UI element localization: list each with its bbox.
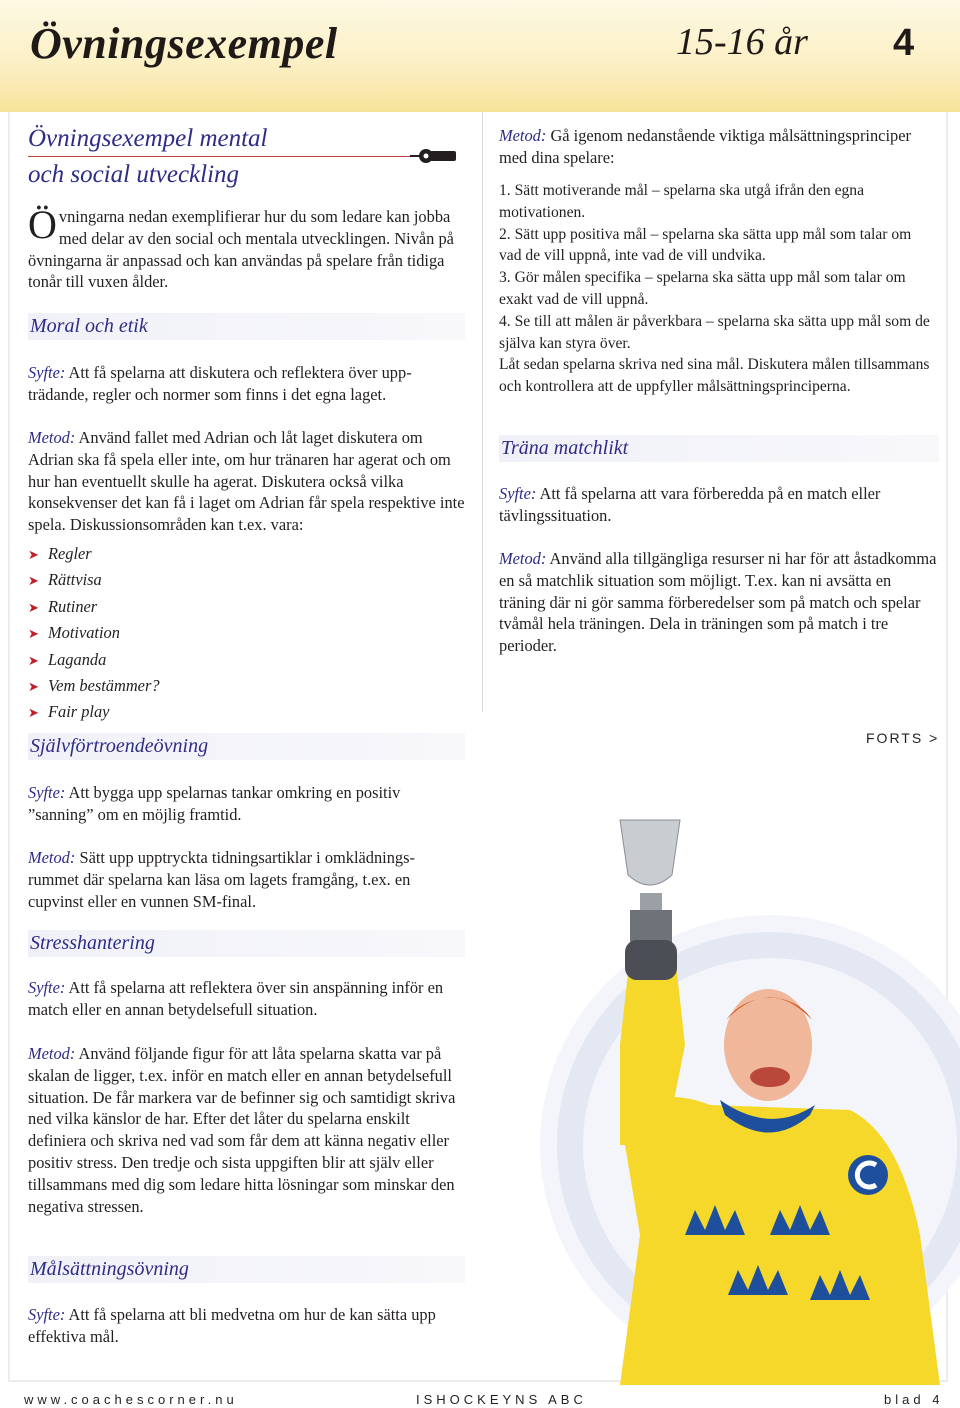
- syfte-label: Syfte:: [499, 484, 537, 503]
- stress-metod: [28, 1043, 468, 1217]
- syfte-label: Syfte:: [28, 783, 66, 802]
- sjalv-metod-text: Sätt upp upptryckta tidningsartiklar i omklädningsrummet där spelarna kan läsa om lagets framgång, t.ex. en cupvinst eller en vunnen SM-final.: [28, 848, 415, 911]
- stress-syfte-text: Att få spelarna att reflektera över sin anspänning inför en match eller en annan betydelsefull situation.: [28, 978, 444, 1019]
- intro-text: vningarna nedan exemplifierar hur du som ledare kan jobba med delar av den social och mentala utvecklingen. Nivån på övningarna är anpassad och kan användas på spelare från tidiga tonår till vuxen ålder.: [28, 207, 454, 292]
- sjalv-syfte: [28, 782, 458, 826]
- drop-cap: Ö: [28, 202, 57, 247]
- list-item: ➤ Fair play: [28, 699, 328, 725]
- section-title-mal: Målsättningsövning: [30, 1258, 189, 1280]
- list-item: Låt sedan spelarna skriva ned sina mål. Diskutera målen tillsammans och kontrollera att de uppfyller målsättningsprinciperna.: [499, 356, 930, 396]
- section-title-moral: Moral och etik: [30, 315, 148, 337]
- list-item: 3. Gör målen specifika – spelarna ska sätta upp mål som talar om exakt vad de vill uppnå.: [499, 269, 906, 308]
- arrow-bullet-icon: ➤: [28, 626, 39, 642]
- metod-label: Metod:: [28, 848, 76, 867]
- intro-heading: [28, 121, 268, 193]
- stress-syfte: [28, 977, 468, 1021]
- age-label: 15-16 år: [676, 21, 808, 63]
- match-metod: [499, 548, 939, 657]
- footer-website: www.coachescorner.nu: [24, 1392, 238, 1407]
- list-item: ➤ Vem bestämmer?: [28, 673, 328, 699]
- mal-syfte-text: Att få spelarna att bli medvetna om hur de kan sätta upp effektiva mål.: [28, 1305, 436, 1346]
- pen-icon: [410, 146, 462, 166]
- page-title: Övningsexempel: [30, 19, 338, 68]
- player-photo: [470, 815, 960, 1385]
- section-title-sjalv: Självförtroendeövning: [30, 735, 209, 757]
- list-item: ➤ Rutiner: [28, 594, 328, 620]
- list-item: ➤ Motivation: [28, 620, 328, 646]
- intro-heading-line2: och social utveckling: [28, 161, 240, 188]
- section-band-stress: [28, 930, 465, 957]
- footer-book: ISHOCKEYNS ABC: [416, 1392, 587, 1407]
- arrow-bullet-icon: ➤: [28, 547, 39, 562]
- right-metod-text: Gå igenom nedanstående viktiga målsättningsprinciper med dina spelare:: [499, 126, 911, 167]
- column-divider: [482, 112, 483, 712]
- match-metod-text: Använd alla tillgängliga resurser ni har för att åstadkomma en så matchlik situation som möjligt. T.ex. kan ni avsätta en träning där ni gör samma förberedelser som på match och spelar tvåmål hela träningen. Dela in träningen som på match i tre perioder.: [499, 549, 937, 656]
- section-band-sjalv: [28, 733, 465, 760]
- metod-label: Metod:: [499, 549, 547, 568]
- arrow-bullet-icon: ➤: [28, 679, 39, 695]
- list-item: 2. Sätt upp positiva mål – spelarna ska sätta upp mål som talar om vad de vill uppnå, inte vad de vill undvika.: [499, 225, 912, 265]
- match-syfte: [499, 483, 929, 527]
- section-title-match: Träna matchlikt: [501, 437, 629, 459]
- page-number: 4: [893, 22, 915, 64]
- footer-page: blad 4: [884, 1392, 944, 1407]
- metod-label: Metod:: [499, 126, 547, 145]
- moral-syfte: [28, 362, 464, 406]
- section-band-match: [499, 435, 939, 462]
- syfte-label: Syfte:: [28, 363, 66, 382]
- list-item: ➤ Rättvisa: [28, 567, 328, 593]
- arrow-bullet-icon: ➤: [28, 705, 39, 721]
- moral-metod-text: Använd fallet med Adrian och låt laget diskutera om Adrian ska få spela eller inte, om hur tränaren har agerat och om hur han eventuellt skulle ha agerat. Diskutera också vilka konsekvenser det kan få i laget om Adrian får spela respektive inte spela. Diskussionsområden kan t.ex. vara:: [28, 428, 465, 535]
- metod-label: Metod:: [28, 1044, 76, 1063]
- section-band-mal: [28, 1256, 465, 1283]
- heading-rule: [28, 156, 428, 157]
- list-item: 4. Se till att målen är påverkbara – spelarna ska sätta upp mål som de själva kan styra över.: [499, 312, 930, 352]
- arrow-bullet-icon: ➤: [28, 573, 39, 589]
- principles-list: [499, 180, 931, 398]
- arrow-bullet-icon: ➤: [28, 652, 39, 668]
- sjalv-syfte-text: Att bygga upp spelarnas tankar omkring en positiv ”sanning” om en möjlig framtid.: [28, 783, 401, 824]
- intro-heading-line1: Övningsexempel mental: [28, 125, 268, 152]
- syfte-label: Syfte:: [28, 1305, 66, 1324]
- match-syfte-text: Att få spelarna att vara förberedda på en match eller tävlingssituation.: [499, 484, 881, 525]
- mal-syfte: [28, 1304, 458, 1348]
- list-item: ➤ Laganda: [28, 647, 328, 673]
- section-title-stress: Stresshantering: [30, 932, 155, 954]
- continued-label: FORTS >: [866, 730, 940, 746]
- stress-metod-text: Använd följande figur för att låta spelarna skatta var på skalan de ligger, t.ex. inför en match eller en annan betydelsefull situation. De får markera var de befinner sig och samtidigt skriva ned vilka känslor de har. Efter det låter du spelarna enskilt definiera och skriva ned vad som får dem att känna negativ eller positiv stress. Den tredje och sista uppgiften blir att själv eller tillsammans med dig som ledare hitta lösningar som minskar den negativa stressen.: [28, 1044, 456, 1216]
- moral-metod: [28, 427, 466, 536]
- metod-label: Metod:: [28, 428, 76, 447]
- arrow-bullet-icon: ➤: [28, 599, 39, 615]
- syfte-label: Syfte:: [28, 978, 66, 997]
- list-item: 1. Sätt motiverande mål – spelarna ska utgå ifrån den egna motivationen.: [499, 182, 865, 221]
- section-band-moral: [28, 313, 465, 340]
- list-item: ➤ Regler: [28, 541, 328, 567]
- right-metod: [499, 125, 927, 169]
- intro-paragraph: [28, 202, 460, 293]
- sjalv-metod: [28, 847, 460, 912]
- moral-syfte-text: Att få spelarna att diskutera och reflektera över uppträdande, regler och normer som finns i det egna laget.: [28, 363, 412, 404]
- topic-list: [28, 541, 328, 726]
